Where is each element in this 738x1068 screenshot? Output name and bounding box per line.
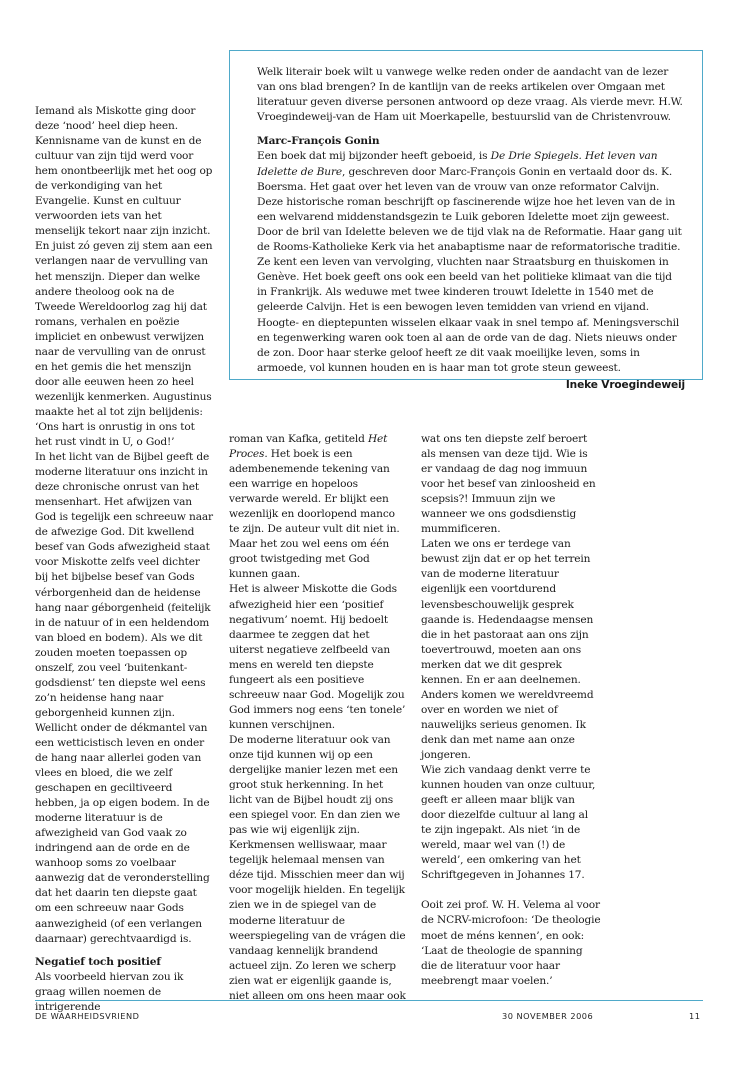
sidebar-body-after: , geschreven door Marc-François Gonin en vertaald door ds. K. Boersma. Het gaat over het leven van de vrouw van onze reformator Calvijn. Deze historische roman beschrijft op fascinerende wijze hoe het leven van de in een welvarend middenstandsgezin te Luik geboren Idelette moet zijn geweest. Door de bril van Idelette beleven we de tijd vlak na de Reformatie. Haar gang uit de Rooms-Katholieke Kerk via het anabaptisme naar de reformatorische traditie. Ze kent een leven van vervolging, vluchten naar Straatsburg en thuiskomen in Genève. Het boek geeft ons ook een beeld van het politieke klimaat van die tijd in Frankrijk. Als weduwe met twee kinderen trouwt Idelette in 1540 met de geleerde Calvijn. Het is een bewogen leven temidden van vriend en vijand. Hoogte- en dieptepunten wisselen elkaar vaak in snel tempo af. Meningsverschil en tegenwerking waren ook toen al aan de orde van de dag. Niets nieuws onder de zon. Door haar sterke geloof heeft ze dit vaak moeilijke leven, soms in armoede, vol kunnen houden en is haar man tot grote steun geweest.	[257, 165, 682, 374]
sidebar-book-title: De Drie Spiegels. Het leven van Idelette de Bure	[257, 150, 658, 178]
middle-para1-after: . Het boek is een adembenemende tekening van een warrige en hopeloos verwarde wereld. Er blijkt een wezenlijk en doorlopend manco te zijn. De auteur vult dit niet in. Maar het zou wel eens om één groot twistgeding met God kunnen gaan.	[229, 448, 400, 581]
left-paragraph-3: Als voorbeeld hiervan zou ik graag willen noemen de intrigerende	[35, 970, 184, 1013]
sidebar-body-before: Een boek dat mij bijzonder heeft geboeid, is	[257, 150, 491, 163]
sidebar-body	[257, 149, 685, 375]
right-paragraph-3: Wie zich vandaag denkt verre te kunnen houden van onze cultuur, geeft er alleen maar blijk van door diezelfde cultuur al lang al te zijn ingepakt. Als niet ‘in de wereld, maar wel van (!) de wereld’, een omkering van het Schriftgegeven in Johannes 17.	[421, 764, 596, 882]
kafka-title: Het Proces	[229, 433, 388, 461]
article-column-middle	[229, 432, 407, 1004]
left-paragraph-2: In het licht van de Bijbel geeft de moderne literatuur ons inzicht in deze chronische onrust van het mensenhart. Het afwijzen van God is tegelijk een schreeuw naar de afwezige God. Dit kwellend besef van Gods afwezigheid staat voor Miskotte zelfs veel dichter bij het bijbelse besef van Gods vérborgenheid dan de heidense hang naar géborgenheid (feitelijk in de natuur of in een heldendom van bloed en bodem). Als we dit zouden moeten toepassen op onszelf, zou veel ‘buitenkant-godsdienst’ ten diepste wel eens zo’n heidense hang naar geborgenheid kunnen zijn. Wellicht onder de dékmantel van een wetticistisch leven en onder de hang naar allerlei goden van vlees en bloed, die we zelf geschapen en geciltiveerd hebben, ja op eigen bodem. In de moderne literatuur is de afwezigheid van God vaak zo indringend aan de orde en de wanhoop soms zo voelbaar aanwezig dat de veronderstelling dat het daarin ten diepste gaat om een schreeuw naar Gods aanwezigheid (of een verlangen daarnaar) gerechtvaardigd is.	[35, 451, 213, 945]
middle-paragraph-3: De moderne literatuur ook van onze tijd kunnen wij op een dergelijke manier lezen met een groot stuk herkenning. In het licht van de Bijbel houdt zij ons een spiegel voor. En dan zien we pas wie wij eigenlijk zijn. Kerkmensen welliswaar, maar tegelijk helemaal mensen van déze tijd. Misschien meer dan wij voor mogelijk hielden. En tegelijk zien we in de spiegel van de moderne literatuur de weerspiegeling van de vrágen die vandaag kennelijk brandend actueel zijn. Zo leren we scherp zien wat er eigenlijk gaande is, niet alleen om ons heen maar ook	[229, 733, 406, 1002]
footer-divider	[35, 1000, 703, 1001]
section-heading: Negatief toch positief	[35, 955, 161, 968]
sidebar-intro: Welk literair boek wilt u vanwege welke reden onder de aandacht van de lezer van ons blad brengen? In de kantlijn van de reeks artikelen over Omgaan met literatuur geven diverse personen antwoord op deze vraag. Als vierde mevr. H.W. Vroegindeweij-van de Ham uit Moerkapelle, bestuurslid van de Christenvrouw.	[257, 66, 683, 124]
right-paragraph-1: wat ons ten diepste zelf beroert als mensen van deze tijd. Wie is er vandaag de dag nog immuun voor het besef van zinloosheid en scepsis?! Immuun zijn we wanneer we ons godsdienstig mummificeren.	[421, 433, 596, 536]
literature-sidebar-box	[229, 50, 703, 391]
middle-paragraph-1	[229, 432, 407, 582]
right-paragraph-2: Laten we ons er terdege van bewust zijn dat er op het terrein van de moderne literatuur eigenlijk een voortdurend levensbeschouwelijk gesprek gaande is. Hedendaagse mensen die in het pastoraat aan ons zijn toevertrouwd, moeten aan ons merken dat we dit gesprek kennen. En er aan deelnemen. Anders komen we wereldvreemd over en worden we niet of nauwelijks serieus genomen. Ik denk dan met name aan onze jongeren.	[421, 538, 594, 761]
article-column-right	[421, 432, 601, 989]
article-column-left	[35, 104, 213, 1015]
right-paragraph-4: Ooit zei prof. W. H. Velema al voor de NCRV-microfoon: ‘De theologie moet de méns kennen’, en ook: ‘Laat de theologie de spanning die de literatuur voor haar meebrengt maar voelen.’	[421, 899, 601, 987]
left-paragraph-1: Iemand als Miskotte ging door deze ‘nood’ heel diep heen. Kennisname van de kunst en de cultuur van zijn tijd werd voor hem onontbeerlijk met het oog op de verkondiging van het Evangelie. Kunst en cultuur verwoorden iets van het menselijk tekort naar zijn inzicht. En juist zó geven zij stem aan een verlangen naar de vervulling van het menszijn. Dieper dan welke andere theoloog ook na de Tweede Wereldoorlog zag hij dat romans, verhalen en poëzie impliciet en onbewust verwijzen naar de vervulling van de onrust en het gemis die het menszijn door alle eeuwen heen zo heel wezenlijk kenmerken. Augustinus maakte het al tot zijn belijdenis: ‘Ons hart is onrustig in ons tot het rust vindt in U, o God!’	[35, 105, 213, 449]
sidebar-content	[257, 65, 685, 393]
middle-para1-before: roman van Kafka, getiteld	[229, 433, 368, 445]
middle-paragraph-2: Het is alweer Miskotte die Gods afwezigheid hier een ‘positief negativum’ noemt. Hij bedoelt daarmee te zeggen dat het uiterst negatieve zelfbeeld van mens en wereld ten diepste fungeert als een positieve schreeuw naar God. Mogelijk zou God immers nog eens ‘ten tonele’ kunnen verschijnen.	[229, 583, 406, 731]
footer-date: 30 NOVEMBER 2006	[502, 1011, 594, 1021]
sidebar-heading: Marc-François Gonin	[257, 135, 380, 148]
sidebar-signature: Ineke Vroegindeweij	[565, 378, 685, 391]
footer-publication: DE WAARHEIDSVRIEND	[35, 1011, 140, 1021]
page-number: 11	[689, 1011, 701, 1021]
